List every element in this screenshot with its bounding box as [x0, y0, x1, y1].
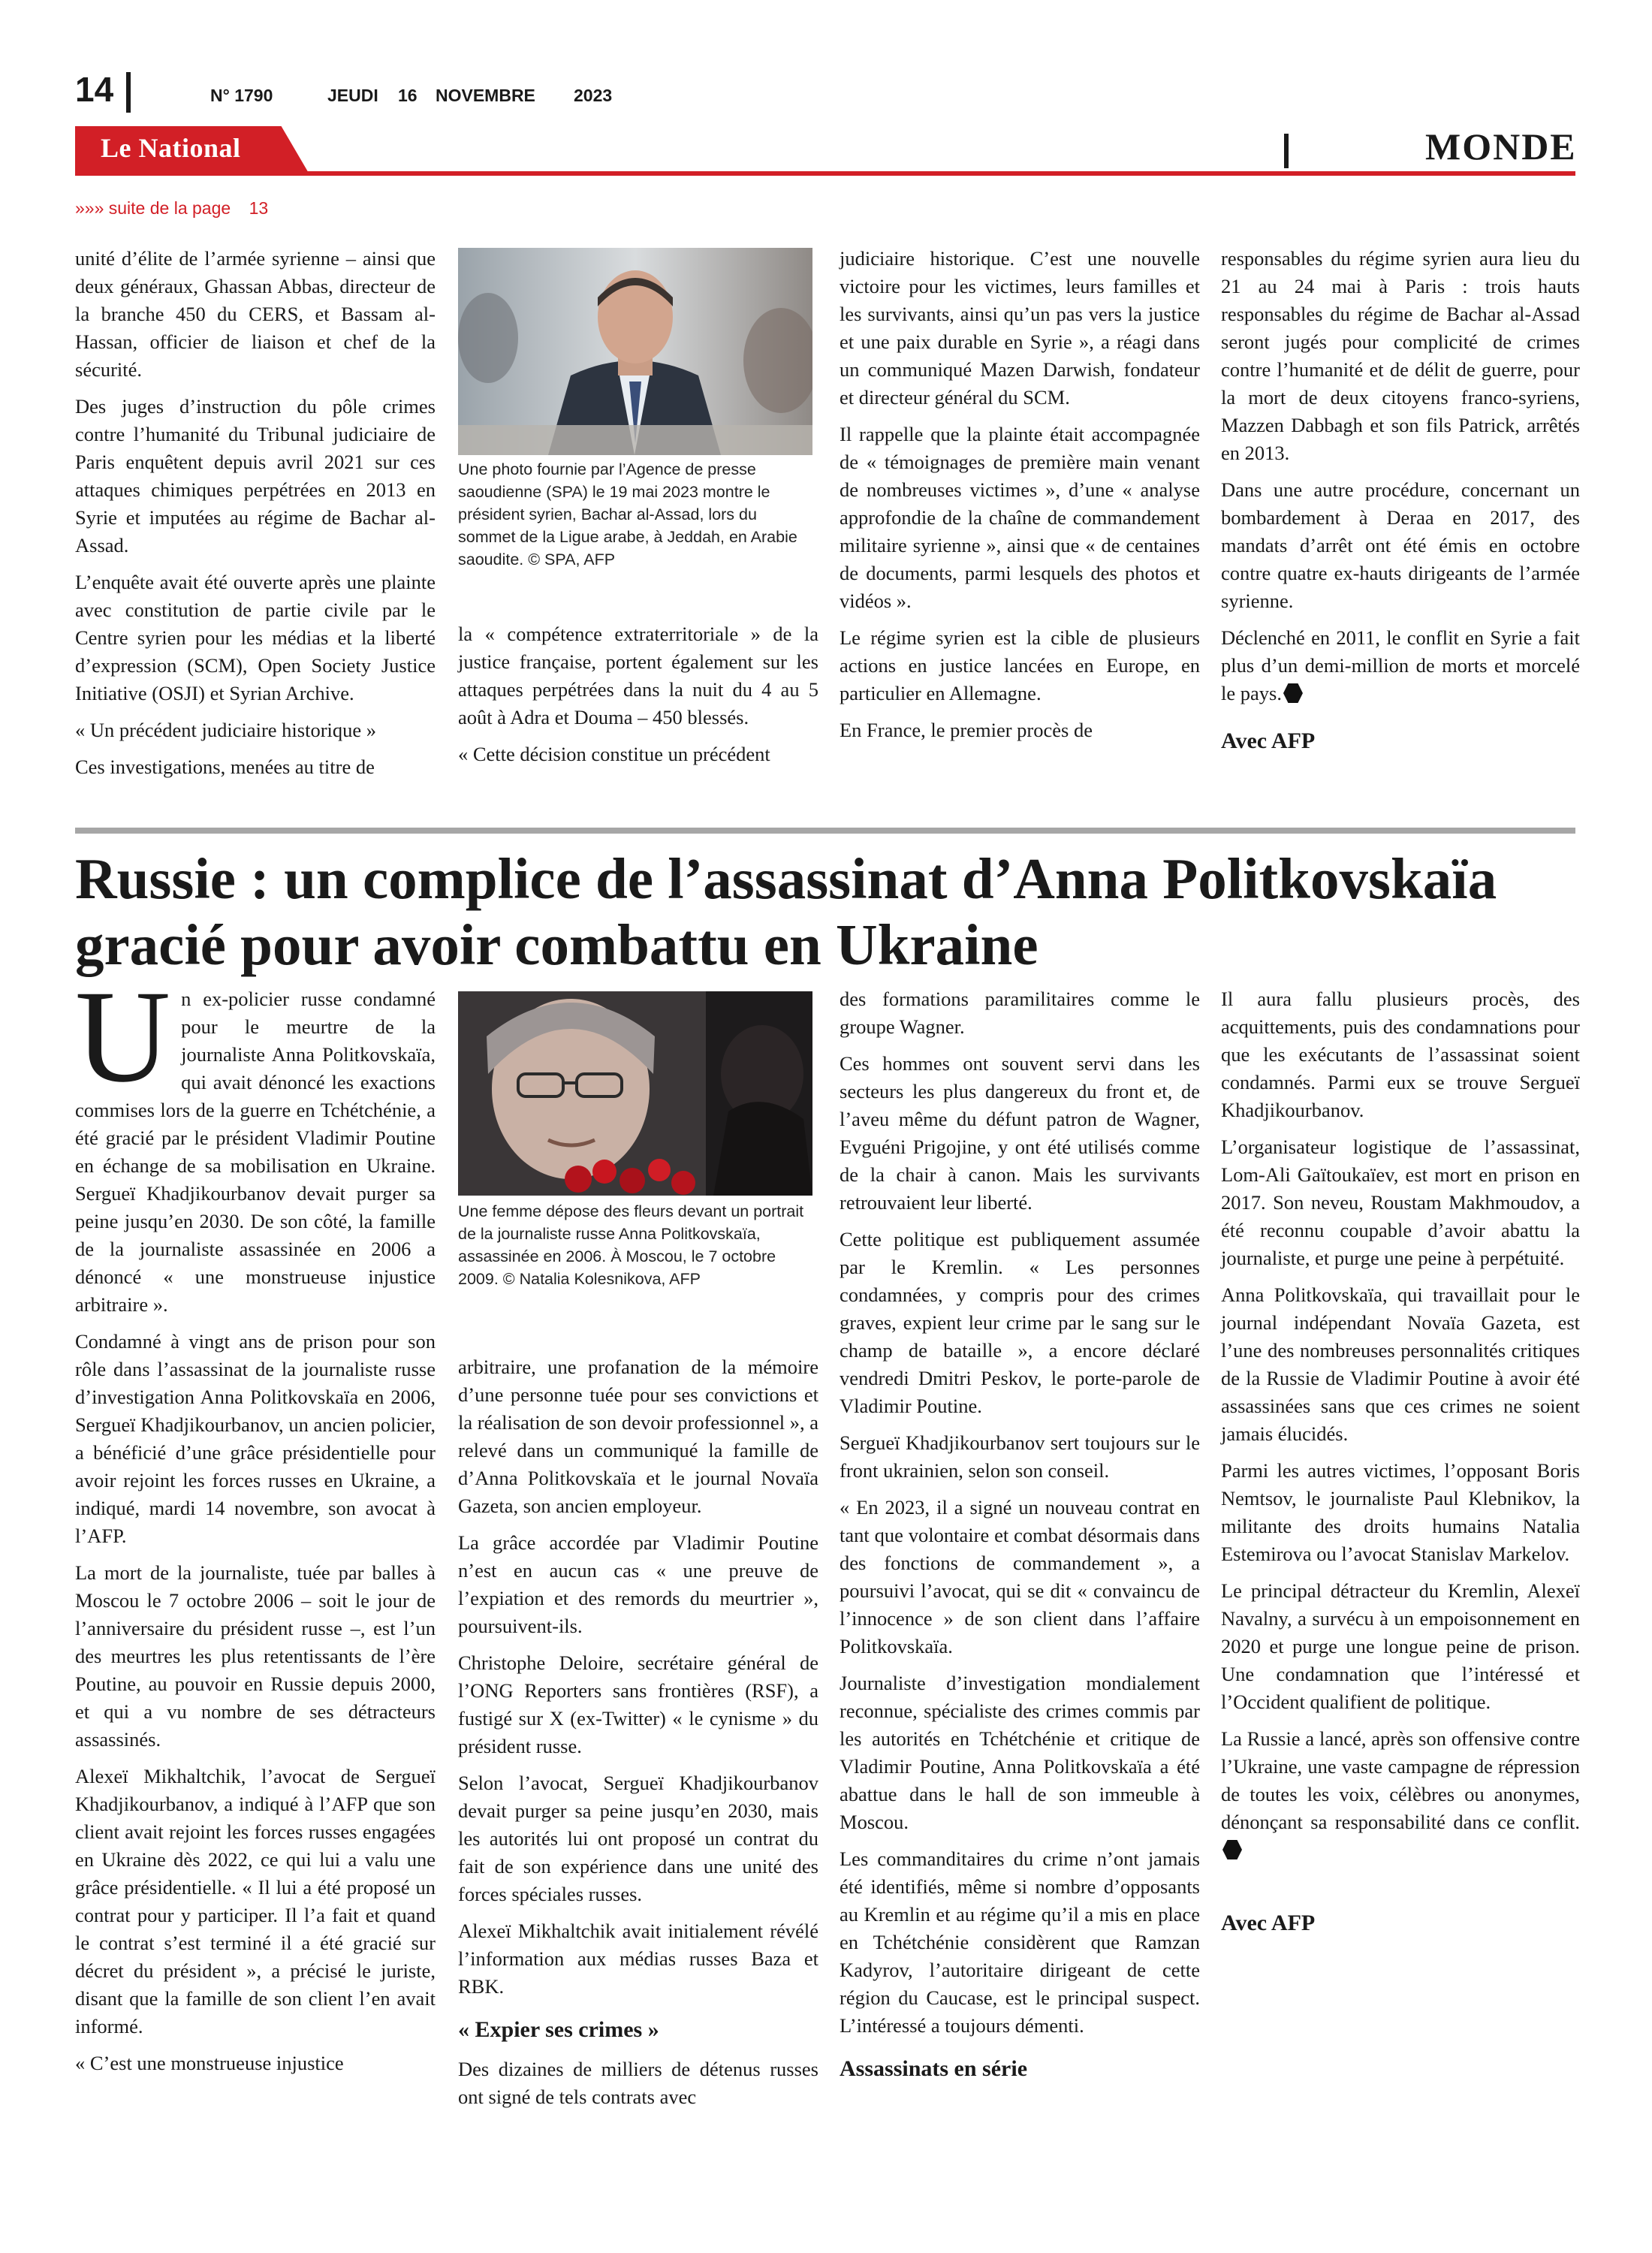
paragraph: L’enquête avait été ouverte après une plainte avec constitution de partie civile par le Centre syrien pour les médias et la liberté d’expression (SCM), Open Society Justice Initiative (OSJI) et Syrian Archive. — [75, 571, 436, 704]
page-number: 14 — [75, 70, 114, 109]
lead-paragraph — [75, 964, 436, 1319]
paragraph: Des juges d’instruction du pôle crimes contre l’humanité du Tribunal judiciaire de Paris enquêtent depuis avril 2021 sur ces attaques chimiques perpétrées en 2013 en Syrie et imputées au régime de Bachar al-Assad. — [75, 395, 436, 556]
paragraph: des formations paramilitaires comme le groupe Wagner. — [840, 988, 1200, 1038]
paragraph: Sergueï Khadjikourbanov sert toujours sur le front ukrainien, selon son conseil. — [840, 1431, 1200, 1482]
paragraph: Ces hommes ont souvent servi dans les secteurs les plus dangereux du front et, de l’aveu même du défunt patron de Wagner, Evguéni Prigojine, y ont été utilisés comme de la chair à canon. Mais les survivants retrouvaient leur liberté. — [840, 1052, 1200, 1214]
politkovskaia-photo-caption: Une femme dépose des fleurs devant un portrait de la journaliste russe Anna Politkovskaïa, assassinée en 2006. À Moscou, le 7 octobre 2009. © Natalia Kolesnikova, AFP — [458, 1202, 804, 1288]
paragraph: Dans une autre procédure, concernant un bombardement à Deraa en 2017, des mandats d’arrêt ont été émis en octobre contre quatre ex-hauts dirigeants de l’armée syrienne. — [1221, 478, 1580, 612]
paragraph: Alexeï Mikhaltchik avait initialement révélé l’information aux médias russes Baza et RBK. — [458, 1920, 818, 1998]
paragraph: Anna Politkovskaïa, qui travaillait pour le journal indépendant Novaïa Gazeta, est l’une des nombreuses personnalités critiques de la Russie de Vladimir Poutine à avoir été assassinées sans que ces crimes ne soient jamais élucidés. — [1221, 1283, 1580, 1445]
paragraph: « C’est une monstrueuse injustice — [75, 2052, 344, 2074]
subhead-expier: « Expier ses crimes » — [458, 2017, 659, 2042]
issue-date-day: 16 — [398, 86, 418, 105]
paragraph: Des dizaines de milliers de détenus russes ont signé de tels contrats avec — [458, 2058, 818, 2108]
paragraph: En France, le premier procès de — [840, 719, 1093, 741]
paragraph: La grâce accordée par Vladimir Poutine n’est en aucun cas « une preuve de l’expiation et des remords du meurtrier », poursuivent-ils. — [458, 1531, 818, 1637]
article2-column-3 — [840, 985, 1200, 2095]
paragraph: « Cette décision constitue un précédent — [458, 743, 770, 765]
article2-signature: Avec AFP — [1221, 1911, 1316, 1935]
paragraph: Cette politique est publiquement assumée par le Kremlin. « Les personnes condamnées, y compris pour des crimes graves, expient leur crime par le sang sur le champ de bataille », a encore déclaré vendredi Dmitri Peskov, le porte-parole de Vladimir Poutine. — [840, 1228, 1200, 1417]
assad-photo — [458, 248, 812, 455]
article2-column-2 — [458, 1353, 818, 2120]
politkovskaia-photo-image — [458, 991, 812, 1196]
article1-column-3 — [840, 245, 1200, 753]
paragraph-text: Déclenché en 2011, le conflit en Syrie a fait plus d’un demi-million de morts et morcelé le pays. — [1221, 626, 1580, 704]
paragraph: Il rappelle que la plainte était accompagnée de « témoignages de première main venant de nombreuses victimes », d’une « analyse approfondie de la chaîne de commandement militaire syrienne », ainsi que « de centaines de documents, parmi lesquels des photos et vidéos ». — [840, 423, 1200, 612]
paragraph: Il aura fallu plusieurs procès, des acquittements, puis des condamnations pour que les exécutants de l’assassinat soient condamnés. Parmi eux se trouve Sergueï Khadjikourbanov. — [1221, 988, 1580, 1121]
header-red-rule — [75, 171, 1575, 176]
paragraph: Ces investigations, menées au titre de — [75, 756, 375, 778]
paragraph: « En 2023, il a signé un nouveau contrat en tant que volontaire et combat désormais dans des fonctions de commandement », a poursuivi l’avocat, qui se dit « convaincu de l’innocence » de son client dans l’affaire Politkovskaïa. — [840, 1496, 1200, 1657]
brand-logo: Le National — [101, 133, 241, 163]
article1-column-2 — [458, 620, 818, 777]
issue-year: 2023 — [574, 86, 613, 105]
article-separator — [75, 828, 1575, 834]
lead-text: n ex-policier russe condamné pour le meurtre de la journaliste Anna Politkovskaïa, qui avait dénoncé les exactions commises lors de la guerre en Tchétchénie, a été gracié par le président Vladimir Poutine en échange de sa mobilisation en Ukraine. Sergueï Khadjikourbanov devait purger sa peine jusqu’en 2030. De son côté, la famille de la journaliste assassinée en 2006 a dénoncé « une monstrueuse injustice arbitraire ». — [75, 988, 436, 1316]
paragraph: Christophe Deloire, secrétaire général de l’ONG Reporters sans frontières (RSF), a fustigé sur X (ex-Twitter) « le cynisme » du président russe. — [458, 1651, 818, 1757]
paragraph: responsables du régime syrien aura lieu du 21 au 24 mai à Paris : trois hauts responsables du régime de Bachar al-Assad seront jugés pour complicité de crimes contre l’humanité et de délit de guerre, pour la mort de deux citoyens franco-syriens, Mazzen Dabbagh et son fils Patrick, arrêtés en 2013. — [1221, 247, 1580, 464]
page-number-divider — [126, 72, 131, 113]
paragraph: L’organisateur logistique de l’assassinat, Lom-Ali Gaïtoukaïev, est mort en prison en 2017. Son neveu, Roustam Makhmoudov, a été reconnu coupable d’avoir abattu la journaliste, et purge une peine à perpétuité. — [1221, 1136, 1580, 1269]
paragraph: Journaliste d’investigation mondialement reconnue, spécialiste des crimes commis par les autorités en Tchétchénie et critique de Vladimir Poutine, Anna Politkovskaïa a été abattue dans le hall de son immeuble à Moscou. — [840, 1672, 1200, 1833]
continued-label: »»» suite de la page — [75, 198, 231, 218]
paragraph: arbitraire, une profanation de la mémoire d’une personne tuée pour ses convictions et la réalisation de son devoir professionnel », a relevé dans un communiqué la famille de d’Anna Politkovskaïa et le journal Novaïa Gazeta, son ancien employeur. — [458, 1356, 818, 1517]
paragraph: Le régime syrien est la cible de plusieurs actions en justice lancées en Europe, en particulier en Allemagne. — [840, 626, 1200, 704]
paragraph: Les commanditaires du crime n’ont jamais été identifiés, même si nombre d’opposants au Kremlin et au régime qu’il a mis en place en Tchétchénie considèrent que Ramzan Kadyrov, l’autoritaire dirigeant de cette région du Caucase, est le principal suspect. L’intéressé a toujours démenti. — [840, 1847, 1200, 2037]
issue-month: NOVEMBRE — [436, 86, 535, 105]
paragraph: La mort de la journaliste, tuée par balles à Moscou le 7 octobre 2006 – soit le jour de l’anniversaire du président russe –, est l’un des meurtres les plus retentissants de l’ère Poutine, au pouvoir en Russie depuis 2000, et qui a vu nombre de ses détracteurs assassinés. — [75, 1561, 436, 1751]
article2-column-1 — [75, 964, 436, 2086]
section-divider — [1284, 134, 1289, 168]
subhead-assassinats: Assassinats en série — [840, 2056, 1028, 2081]
intertitle: « Un précédent judiciaire historique » — [75, 719, 377, 741]
article1-signature: Avec AFP — [1221, 728, 1316, 753]
continued-from — [75, 198, 268, 219]
article2-headline — [75, 846, 1577, 978]
headline-line-1: Russie : un complice de l’assassinat d’Anna Politkovskaïa — [75, 846, 1497, 911]
assad-photo-image — [458, 248, 812, 455]
paragraph: Condamné à vingt ans de prison pour son rôle dans l’assassinat de la journaliste russe d’investigation Anna Politkovskaïa en 2006, Sergueï Khadjikourbanov, un ancien policier, a bénéficié d’une grâce présidentielle pour avoir rejoint les forces russes en Ukraine, a indiqué, mardi 14 novembre, son avocat à l’AFP. — [75, 1330, 436, 1547]
assad-photo-caption: Une photo fournie par l’Agence de presse saoudienne (SPA) le 19 mai 2023 montre le président syrien, Bachar al-Assad, lors du sommet de la Ligue arabe, à Jeddah, en Arabie saoudite. © SPA, AFP — [458, 460, 797, 569]
end-of-article-icon — [1222, 1840, 1242, 1859]
issue-number: N° 1790 — [210, 86, 273, 105]
paragraph-text: La Russie a lancé, après son offensive contre l’Ukraine, une vaste campagne de répression de toutes les voix, célèbres ou anonymes, dénonçant sa responsabilité dans ce conflit. — [1221, 1727, 1580, 1833]
paragraph: judiciaire historique. C’est une nouvelle victoire pour les victimes, leurs familles et les survivants, ainsi qu’un pas vers la justice et une paix durable en Syrie », a réagi dans un communiqué Mazen Darwish, fondateur et directeur général du SCM. — [840, 247, 1200, 409]
paragraph: Parmi les autres victimes, l’opposant Boris Nemtsov, le journaliste Paul Klebnikov, la militante des droits humains Natalia Estemirova ou l’avocat Stanislav Markelov. — [1221, 1459, 1580, 1565]
end-of-article-icon — [1283, 683, 1303, 703]
paragraph-final — [1221, 1725, 1580, 1864]
article1-column-1 — [75, 245, 436, 790]
continued-page: 13 — [249, 198, 269, 218]
drop-cap: U — [75, 964, 171, 1110]
paragraph-final — [1221, 624, 1580, 707]
headline-line-2: gracié pour avoir combattu en Ukraine — [75, 912, 1039, 977]
politkovskaia-photo — [458, 991, 812, 1196]
article2-column-4 — [1221, 985, 1580, 1937]
paragraph: Le principal détracteur du Kremlin, Alexeï Navalny, a survécu à un empoisonnement en 2020 et purge une longue peine de prison. Une condamnation que l’intéressé et l’Occident qualifient de politique. — [1221, 1579, 1580, 1713]
paragraph: unité d’élite de l’armée syrienne – ainsi que deux généraux, Ghassan Abbas, directeur de la branche 450 du CERS, et Bassam al-Hassan, officier de liaison et chef de la sécurité. — [75, 247, 436, 381]
paragraph: Alexeï Mikhaltchik, l’avocat de Sergueï Khadjikourbanov, a indiqué à l’AFP que son client avait rejoint les forces russes engagées en Ukraine dès 2022, ce qui lui a valu une grâce présidentielle. « Il lui a été proposé un contrat pour y participer. Il l’a fait et quand le contrat s’est terminé il a été gracié sur décret du président », a précisé le juriste, disant que la famille de son client l’en avait informé. — [75, 1765, 436, 2037]
section-title: MONDE — [1425, 125, 1577, 167]
paragraph: la « compétence extraterritoriale » de la justice française, portent également sur les attaques perpétrées dans la nuit du 4 au 5 août à Adra et Douma – 450 blessés. — [458, 623, 818, 728]
article1-column-4 — [1221, 245, 1580, 755]
paragraph: Selon l’avocat, Sergueï Khadjikourbanov devait purger sa peine jusqu’en 2030, mais les autorités lui ont proposé un contrat du fait de son expérience dans une unité des forces spéciales russes. — [458, 1772, 818, 1905]
issue-day: JEUDI — [327, 86, 378, 105]
